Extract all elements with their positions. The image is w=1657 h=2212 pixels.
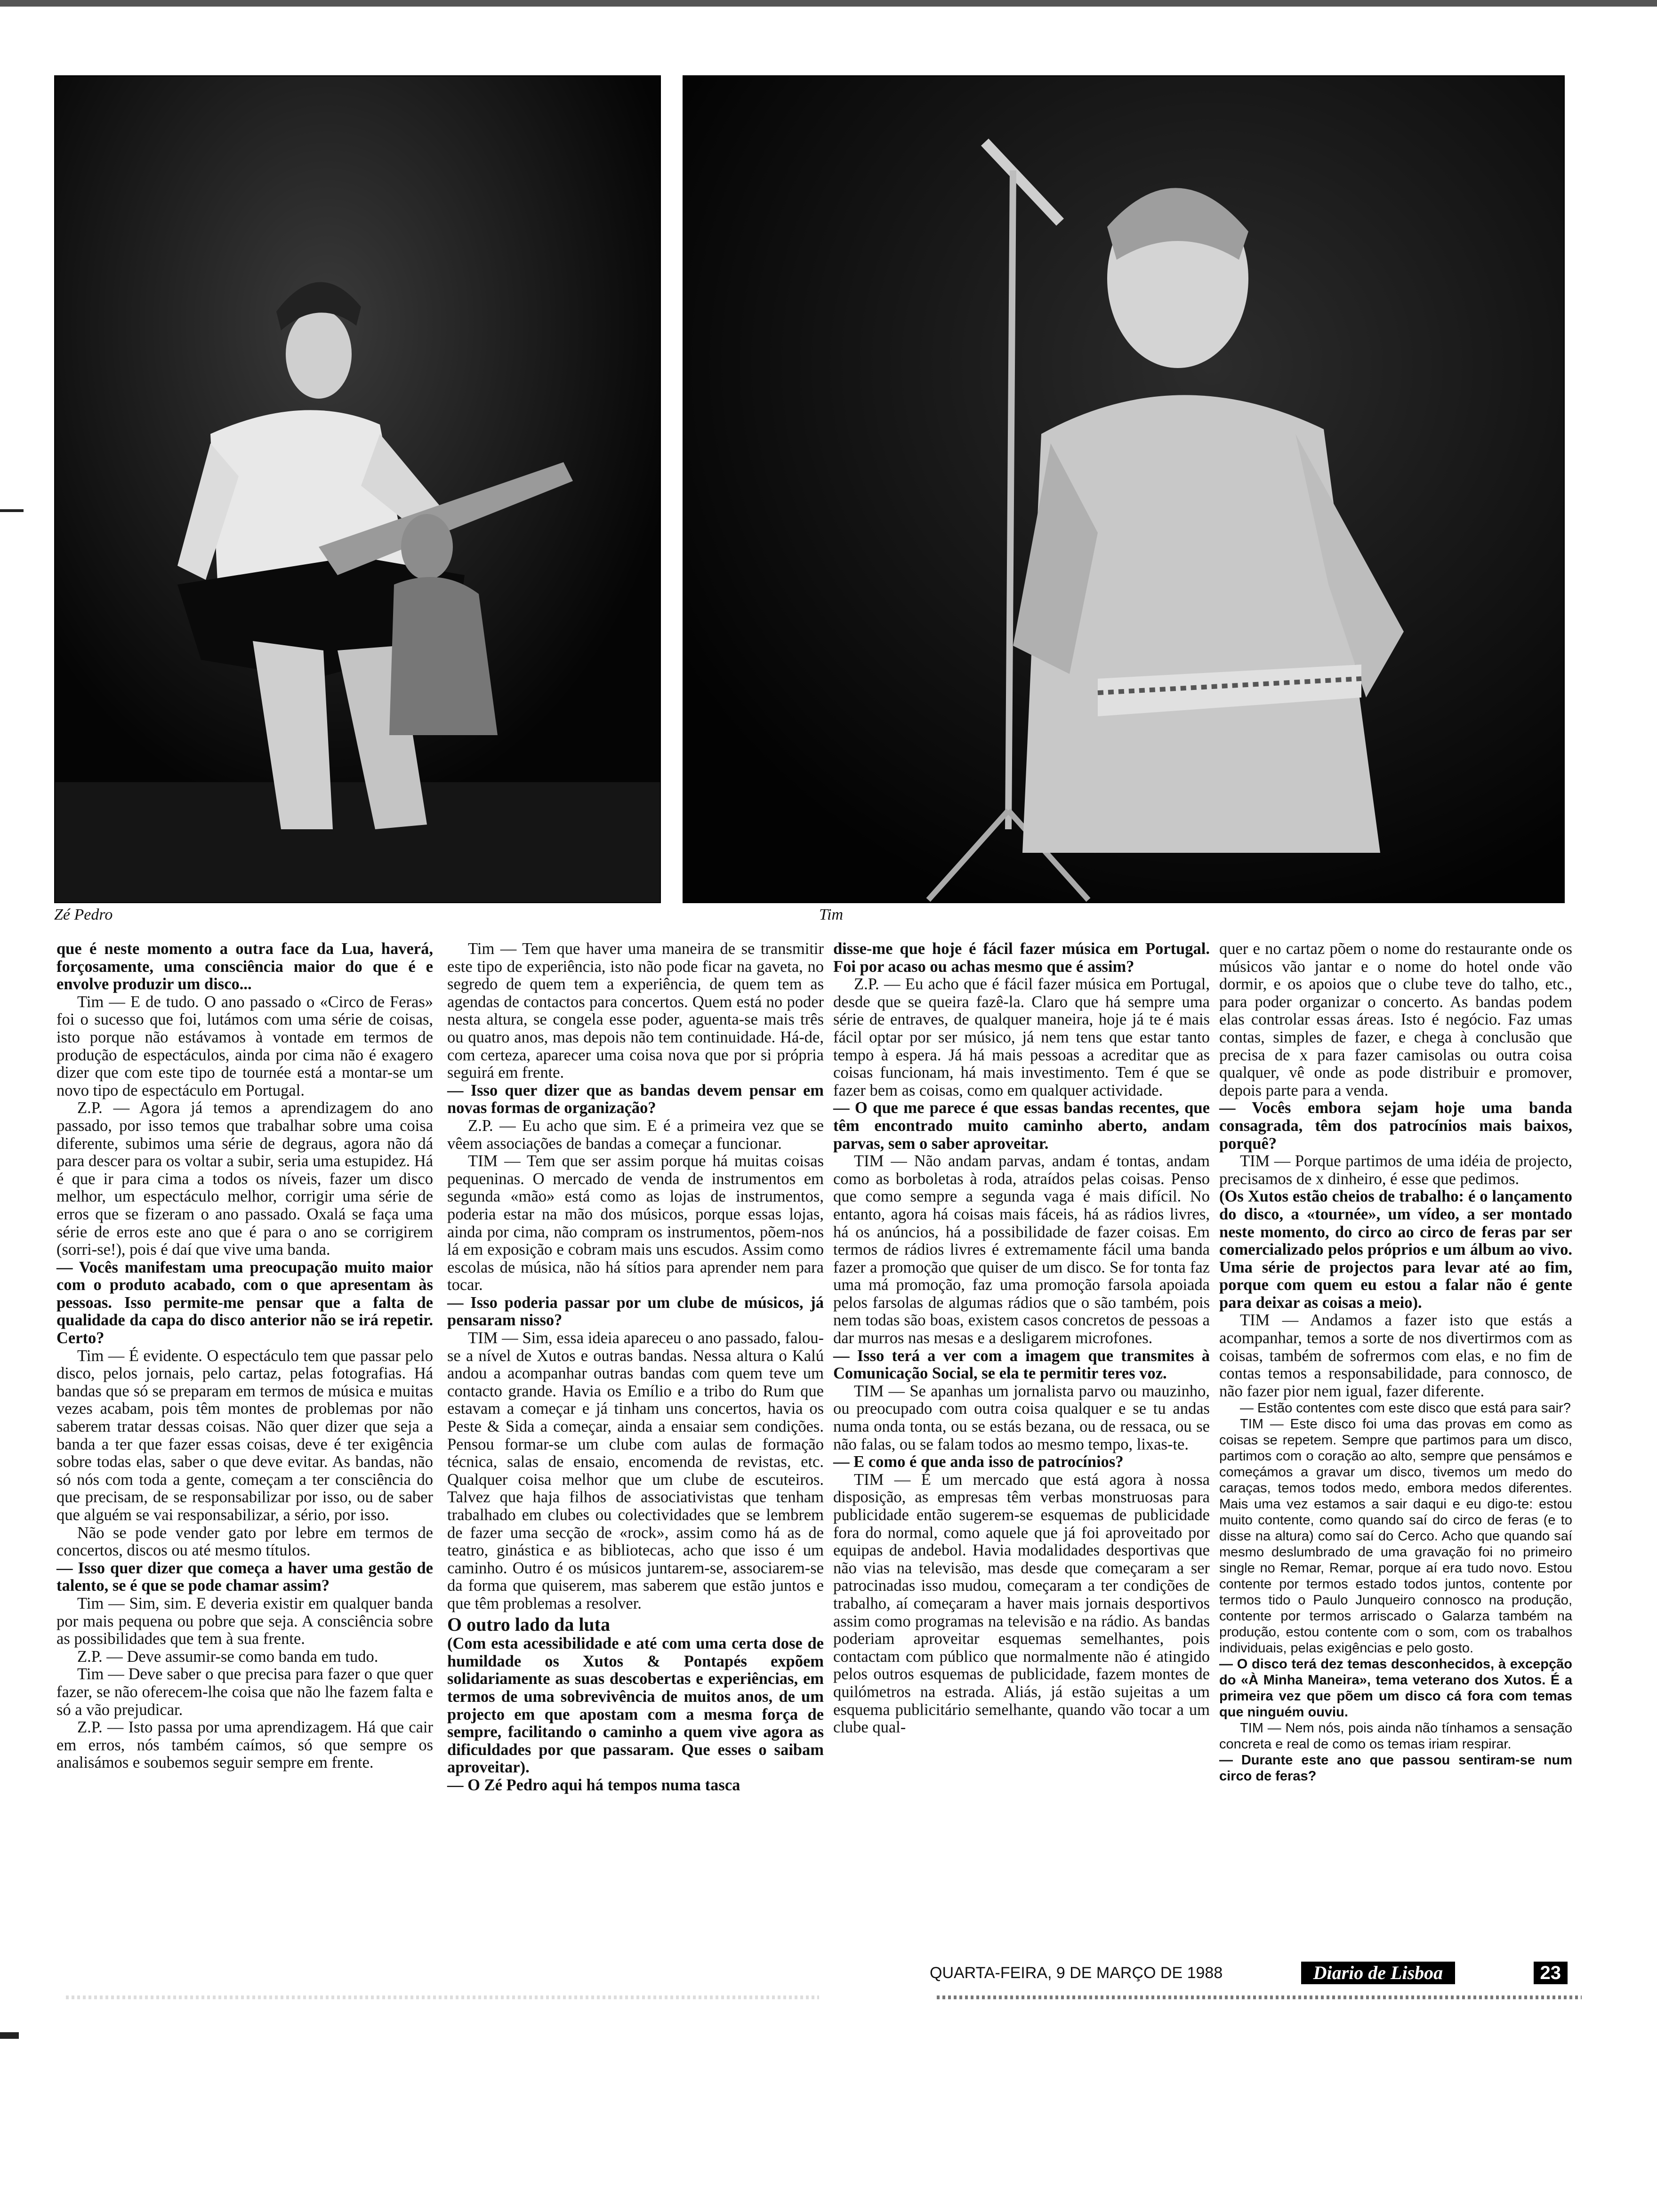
- interview-question: — Isso poderia passar por um clube de músicos, já pensaram nisso?: [447, 1293, 824, 1330]
- interview-question: — E como é que anda isso de patrocínios?: [833, 1453, 1124, 1471]
- page-number: 23: [1534, 1962, 1568, 1984]
- page-footer: [930, 1962, 1568, 1984]
- article-paragraph: Tim — Sim, sim. E deveria existir em qualquer banda por mais pequena ou pobre que seja. A consciência sobre as possibilidades que tem à sua frente.: [56, 1594, 433, 1648]
- article-column-3: [833, 940, 1210, 1737]
- photo-tim: [683, 75, 1565, 903]
- interview-question: — Vocês manifestam uma preocupação muito maior com o produto acabado, com o que apresentam às pessoas. Isso permite-me pensar que a falta de qualidade da capa do disco anterior não se irá repetir. Certo?: [56, 1258, 433, 1347]
- photo-ze-pedro: [54, 75, 661, 903]
- article-column-1: [56, 940, 433, 1772]
- scan-noise-strip: [66, 1996, 819, 1999]
- article-paragraph: Tim — E de tudo. O ano passado o «Circo de Feras» foi o sucesso que foi, lutámos com uma série de coisas, isto porque não estávamos à vontade em termos de produção de espectáculos, ainda por cima não é exagero dizer que com este tipo de tournée está a montar-se um novo tipo de espectáculo em Portugal.: [56, 993, 433, 1099]
- article-paragraph: TIM — Se apanhas um jornalista parvo ou mauzinho, ou preocupado com outra coisa qualquer e se tu andas numa onda tonta, ou se estás bezana, ou de ressaca, ou se não falas, ou se falam todos ao mesmo tempo, lixas-te.: [833, 1382, 1210, 1453]
- interview-question: — Isso terá a ver com a imagem que transmites à Comunicação Social, se ela te permitir teres voz.: [833, 1346, 1210, 1383]
- left-margin-mark: [0, 2032, 19, 2039]
- interview-question: — O disco terá dez temas desconhecidos, à excepção do «À Minha Maneira», tema veterano dos Xutos. É a primeira vez que põem um disco cá fora com temas que ninguém ouviu.: [1219, 1657, 1572, 1720]
- interview-question: (Com esta acessibilidade e até com uma certa dose de humildade os Xutos & Pontapés expõem solidariamente as suas descobertas e experiências, em termos de uma sobrevivência de muitos anos, de um projecto em que apostam com a mesma força de sempre, facilitando o caminho a quem vive agora as dificuldades por que passaram. Que esses o saibam aproveitar).: [447, 1635, 824, 1777]
- photo-caption-right: Tim: [819, 906, 844, 923]
- article-paragraph: Z.P. — Deve assumir-se como banda em tudo.: [77, 1647, 378, 1666]
- article-paragraph: quer e no cartaz põem o nome do restaurante onde os músicos vão jantar e o nome do hotel onde vão dormir, e os apoios que o clube teve do talho, etc., para poder organizar o concerto. As bandas podem elas controlar essas áreas. Isto é negócio. Faz umas contas, simples de fazer, e chega à conclusão que precisa de x para fazer camisolas ou outra coisa qualquer, vê onde as pode distribuir e promover, depois parte para a venda.: [1219, 940, 1572, 1099]
- article-paragraph: TIM — Este disco foi uma das provas em como as coisas se repetem. Sempre que partimos para um disco, partimos com o coração ao alto, sempre que pensámos e começámos a gravar um disco, tivemos um medo do caraças, temos todos medo, embora medos diferentes. Mais uma vez estamos a sair daqui e eu digo-te: estou muito contente, como quando saí do circo de feras (e to disse na altura) como saí do Cerco. Acho que quando saí mesmo deslumbrado de uma gravação foi no primeiro single no Remar, Remar, porque aí era tudo novo. Estou contente por termos estado todos juntos, contente por termos tido o Paulo Junqueiro connosco na produção, contente por termos arriscado o Galarza também na produção, estou contente com o som, com os trabalhos individuais, pelas exigências e pelo gosto.: [1219, 1417, 1572, 1656]
- section-heading: O outro lado da luta: [447, 1613, 610, 1635]
- left-margin-mark: [0, 509, 24, 512]
- article-paragraph: Tim — Deve saber o que precisa para fazer o que quer fazer, se não oferecem-lhe coisa que não lhe fazem falta e só a vão prejudicar.: [56, 1665, 433, 1719]
- newspaper-masthead: Diario de Lisboa: [1301, 1962, 1456, 1984]
- article-paragraph: TIM — É um mercado que está agora à nossa disposição, as empresas têm verbas monstruosas para publicidade então sugerem-se esquemas de publicidade fora do normal, como aquele que já foi aproveitado por equipas de andebol. Havia modalidades desportivas que não vias na televisão, mas desde que começaram a ser patrocinadas isso mudou, começaram a ter condições de trabalho, aí começaram a haver mais jornais desportivos assim como programas na televisão e na rádio. As bandas poderiam aproveitar esquemas semelhantes, pois contactam com público que normalmente não é atingido pelos outros esquemas de publicidade, fazem montes de quilómetros na estrada. Aliás, já estão sujeitas a um esquema publicitário semelhante, quando vão tocar a um clube qual-: [833, 1470, 1210, 1737]
- article-paragraph: TIM — Andamos a fazer isto que estás a acompanhar, temos a sorte de nos divertirmos com as coisas, também de sofrermos com elas, e no fim de contas temos a responsabilidade, para connosco, de não fazer pior nem igual, fazer diferente.: [1219, 1311, 1572, 1400]
- article-paragraph: Z.P. — Isto passa por uma aprendizagem. Há que cair em erros, nós também caímos, só que sempre os analisámos e soubemos seguir sempre em frente.: [56, 1718, 433, 1772]
- article-column-2: [447, 940, 824, 1795]
- article-paragraph: TIM — Porque partimos de uma idéia de projecto, precisamos de x dinheiro, é esse que pedimos.: [1219, 1152, 1572, 1188]
- article-paragraph: Z.P. — Eu acho que é fácil fazer música em Portugal, desde que se queira fazê-la. Claro que há sempre uma série de entraves, de qualquer maneira, hoje já te é mais fácil optar por ser músico, já nem tens que estar tanto tempo à espera. Já há mais pessoas a acreditar que as coisas funcionam, há mais investimento. Tem é que se fazer bem as coisas, como em qualquer actividade.: [833, 975, 1210, 1099]
- article-paragraph: TIM — Nem nós, pois ainda não tínhamos a sensação concreta e real de como os temas iriam respirar.: [1219, 1721, 1572, 1752]
- article-paragraph: TIM — Sim, essa ideia apareceu o ano passado, falou-se a nível de Xutos e outras bandas. Nessa altura o Kalú andou a acompanhar outras bandas com quem teve um contacto grande. Havia os Emílio e a tribo do Rum que estavam a começar e já tinham uns concertos, havia os Peste & Sida a começar, ainda a ensaiar sem condições. Pensou formar-se um clube com aulas de formação técnica, salas de ensaio, encomenda de revistas, etc. Qualquer coisa melhor que um clube de escuteiros. Talvez que haja filhos de associativistas que tenham trabalhado em clubes ou colectividades que se lembrem de fazer uma secção de «rock», assim como há as de teatro, ginástica e as bibliotecas, acho que isso é um caminho. Outro é os músicos juntarem-se, associarem-se da forma que quiserem, mas saberem que estão juntos e que têm problemas a resolver.: [447, 1329, 824, 1612]
- article-paragraph: Z.P. — Agora já temos a aprendizagem do ano passado, por isso temos que trabalhar sobre uma coisa diferente, subimos uma série de degraus, agora não dá para descer para os voltar a subir, seria uma estupidez. Há é que ir para cima a todos os níveis, fazer um disco melhor, um espectáculo melhor, corrigir uma série de erros que se fizeram o ano passado. Oxalá se faça uma série de erros este ano que é para o ano se corrigirem (sorri-se!), pois é daí que vive uma banda.: [56, 1099, 433, 1259]
- article-column-4: [1219, 940, 1572, 1784]
- article-paragraph: TIM — Não andam parvas, andam é tontas, andam como as borboletas à roda, atraídos pelas coisas. Penso que como sempre a segunda vaga é mais difícil. No entanto, agora há coisas mais fáceis, há as rádios livres, há os anúncios, há a possibilidade de fazer coisas. Em termos de rádios livres é extremamente fácil uma banda fazer a promoção que quiser de um disco. Se for tonta faz uma má promoção, faz uma promoção farsola apoiada pelos farsolas de algumas rádios que o são também, pois nem todas são boas, existem casos concretos de pessoas a dar murros nas mesas e a desligarem microfones.: [833, 1152, 1210, 1347]
- article-paragraph: TIM — Tem que ser assim porque há muitas coisas pequeninas. O mercado de venda de instrumentos em segunda «mão» está como as lojas de instrumentos, poderia estar na mão dos músicos, porque essas lojas, ainda por cima, não compram os instrumentos, põem-nos lá em exposição e cobram mais uns escudos. Assim como escolas de música, não há sítios para aprender nem para tocar.: [447, 1152, 824, 1294]
- interview-question: — Isso quer dizer que as bandas devem pensar em novas formas de organização?: [447, 1081, 824, 1117]
- article-paragraph: Tim — É evidente. O espectáculo tem que passar pelo disco, pelos jornais, pelo cartaz, pelas fotografias. Há bandas que só se preparam em termos de música e muitas vezes acabam, pois têm montes de problemas por não saberem tratar dessas coisas. Não quer dizer que seja a banda a ter que fazer essas coisas, deve é ter exigência sobre todas elas, saber o que deve evitar. As bandas, não só nós com toda a gente, começam a ter consciência do que precisam, de se responsabilizar por isso, ou de saber que alguém se vai responsabilizar, a sério, por isso.: [56, 1346, 433, 1524]
- interview-question: — O Zé Pedro aqui há tempos numa tasca: [447, 1776, 740, 1794]
- interview-question: disse-me que hoje é fácil fazer música em Portugal. Foi por acaso ou achas mesmo que é assim?: [833, 940, 1210, 976]
- guitarist-image: [55, 76, 660, 902]
- interview-question: (Os Xutos estão cheios de trabalho: é o lançamento do disco, a «tournée», um vídeo, a ser montado neste momento, do circo ao circo de feras par ser comercializado pelos próprios e um álbum ao vivo. Uma série de projectos para levar até ao fim, porque com quem eu estou a falar não é gente para deixar as coisas a meio).: [1219, 1187, 1572, 1312]
- interview-question: — Durante este ano que passou sentiram-se num circo de feras?: [1219, 1753, 1572, 1784]
- article-paragraph: Tim — Tem que haver uma maneira de se transmitir este tipo de experiência, isto não pode ficar na gaveta, no segredo de quem tem a experiência, de quem tem as agendas de contactos para concertos. Quem está no poder nesta altura, se congela esse poder, aguenta-se mais três ou quatro anos, mas depois não tem continuidade. Há-de, com certeza, aparecer uma coisa nova que por si própria seguirá em frente.: [447, 940, 824, 1082]
- article-paragraph: Z.P. — Eu acho que sim. E é a primeira vez que se vêem associações de bandas a começar a funcionar.: [447, 1116, 824, 1153]
- photo-caption-left: Zé Pedro: [54, 906, 113, 923]
- article-paragraph: Não se pode vender gato por lebre em termos de concertos, discos ou até mesmo títulos.: [56, 1523, 433, 1560]
- top-scan-edge: [0, 0, 1657, 7]
- interview-question: que é neste momento a outra face da Lua, haverá, forçosamente, uma consciência maior do que é e envolve produzir um disco...: [56, 940, 433, 994]
- interview-question: — O que me parece é que essas bandas recentes, que têm encontrado muito caminho aberto, andam parvas, sem o saber aproveitar.: [833, 1099, 1210, 1153]
- scan-noise-strip: [937, 1996, 1582, 1999]
- interview-question: — Vocês embora sejam hoje uma banda consagrada, têm dos patrocínios mais baixos, porquê?: [1219, 1099, 1572, 1153]
- interview-question: — Isso quer dizer que começa a haver uma gestão de talento, se é que se pode chamar assim?: [56, 1559, 433, 1595]
- article-paragraph: — Estão contentes com este disco que está para sair?: [1240, 1401, 1571, 1416]
- issue-date: QUARTA-FEIRA, 9 DE MARÇO DE 1988: [930, 1964, 1223, 1982]
- singer-image: [684, 76, 1564, 902]
